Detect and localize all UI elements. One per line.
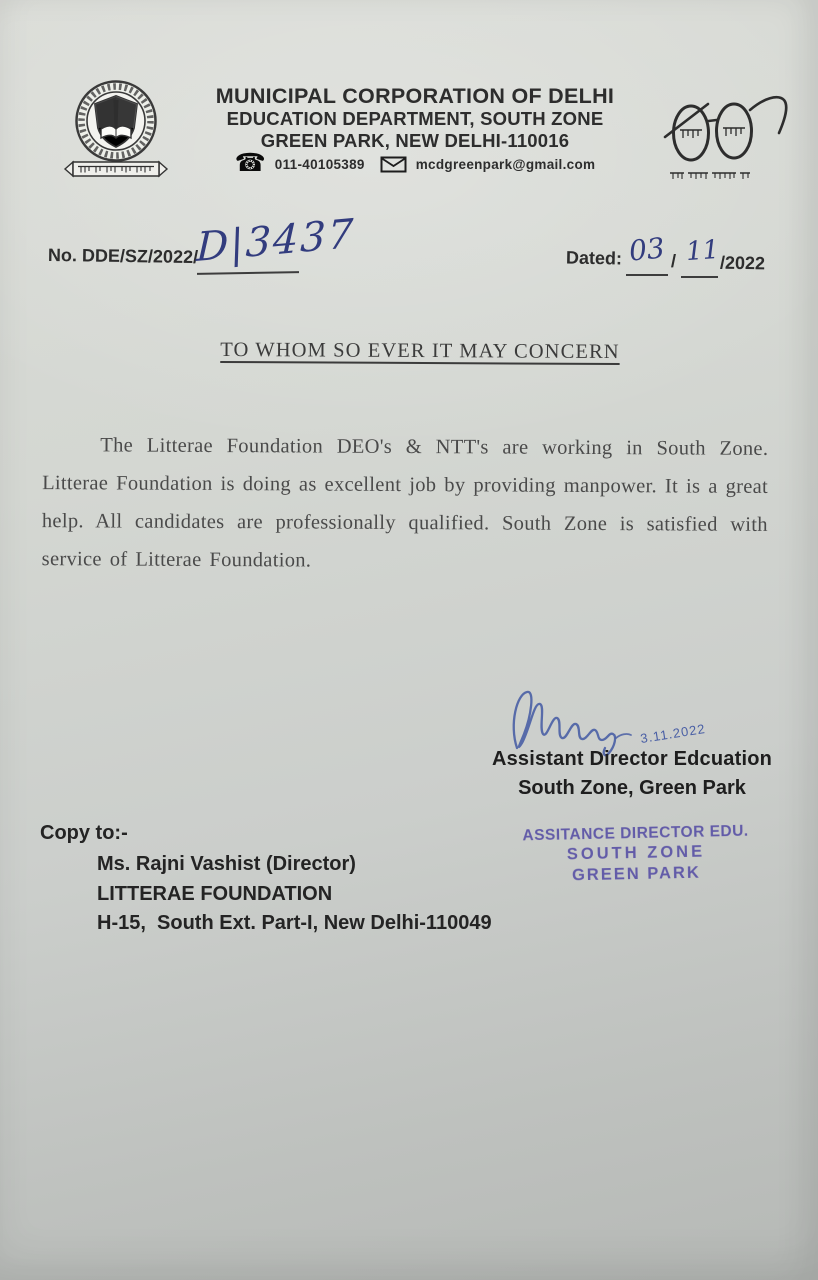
copy-to-organisation: LITTERAE FOUNDATION xyxy=(97,882,333,905)
mcd-emblem-logo xyxy=(55,80,177,182)
signatory-designation: Assistant Director Edcuation xyxy=(491,748,773,770)
glasses-right-temple xyxy=(750,97,786,133)
subject-text: TO WHOM SO EVER IT MAY CONCERN xyxy=(220,338,620,364)
lens-word-right-devanagari-shape xyxy=(723,128,745,136)
copy-to-recipient-name: Ms. Rajni Vashist (Director) xyxy=(97,853,356,875)
glasses-bridge xyxy=(709,120,717,121)
handwritten-day: 03 xyxy=(627,231,667,268)
org-name: MUNICIPAL CORPORATION OF DELHI xyxy=(215,84,615,108)
date-slash-1: / xyxy=(670,250,677,272)
dept-line: EDUCATION DEPARTMENT, SOUTH ZONE xyxy=(226,108,604,129)
stamp-designation: ASSITANCE DIRECTOR EDU. xyxy=(522,822,749,845)
month-underline xyxy=(681,276,718,278)
copy-to-list xyxy=(97,850,492,939)
copy-to-address: H-15, South Ext. Part-I, New Delhi-110049 xyxy=(97,912,492,934)
signature-handwritten-date: 3.11.2022 xyxy=(639,720,707,747)
swachh-tagline-devanagari-shape xyxy=(670,173,750,179)
signatory-zone: South Zone, Green Park xyxy=(518,777,746,799)
stamp-zone: SOUTH ZONE xyxy=(566,842,706,864)
address-line: GREEN PARK, NEW DELHI-110016 xyxy=(260,130,570,151)
handwritten-month: 11 xyxy=(684,234,721,268)
letterhead xyxy=(195,84,635,175)
contact-row xyxy=(195,149,635,177)
copy-to-label: Copy to:- xyxy=(40,822,128,844)
date-year-suffix: /2022 xyxy=(719,252,766,274)
swachh-bharat-glasses-logo xyxy=(658,95,800,190)
phone-number: 011-40105389 xyxy=(274,156,365,172)
lens-word-left-devanagari-shape xyxy=(680,130,702,138)
body-paragraph: The Litterae Foundation DEO's & NTT's are working in South Zone. Litterae Foundation is doing as excellent job by providing manpower. It is a great help. All candidates are professionally qualified. South Zone is satisfied with service of Litterae Foundation. xyxy=(41,434,769,572)
handwritten-reference-number: D|3437 xyxy=(195,210,356,272)
email-address: mcdgreenpark@gmail.com xyxy=(415,156,596,172)
stamp-location: GREEN PARK xyxy=(571,863,701,885)
telephone-icon: ☎ xyxy=(234,149,266,177)
glasses-left-temple xyxy=(665,104,708,137)
emblem-motto-banner xyxy=(73,162,159,176)
reference-underline xyxy=(197,271,299,275)
envelope-icon xyxy=(380,156,407,173)
day-underline xyxy=(626,274,668,276)
reference-number-label: No. DDE/SZ/2022/ xyxy=(47,244,199,268)
signatory-block xyxy=(490,748,774,800)
subject-line xyxy=(60,338,780,365)
dated-label: Dated: xyxy=(565,247,623,269)
office-stamp xyxy=(509,821,762,886)
